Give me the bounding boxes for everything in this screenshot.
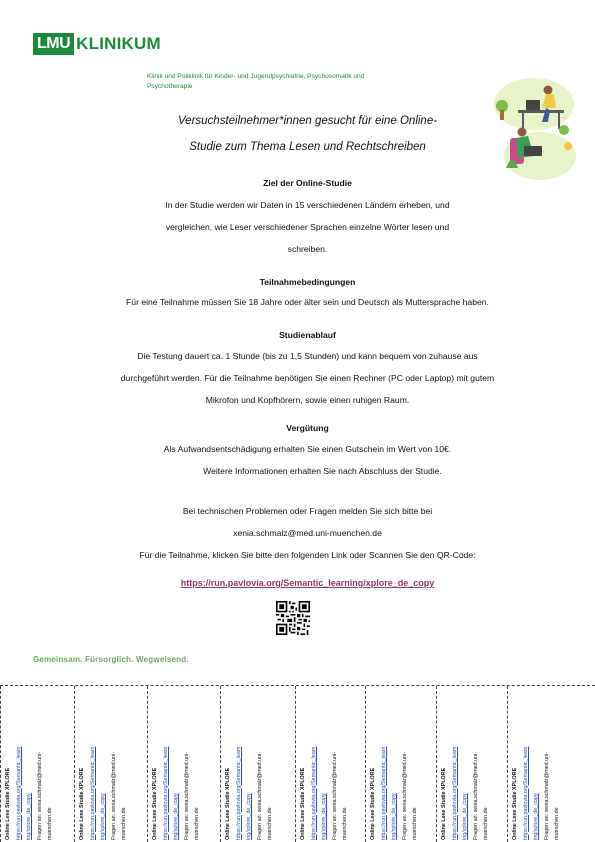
tearoff-link-2: ing/xplore_de_copy xyxy=(173,793,179,840)
tearoff-link-2: ing/xplore_de_copy xyxy=(533,793,539,840)
tearoff-strip[interactable] xyxy=(507,686,578,842)
verguetung-line-2: Weitere Informationen erhalten Sie nach Abschluss der Studie. xyxy=(203,466,442,476)
tearoff-strip[interactable] xyxy=(74,686,145,842)
tearoff-link-2: ing/xplore_de_copy xyxy=(391,793,397,840)
clinic-line-1: Klinik und Poliklinik für Kinder- und Jugendpsychiatrie, Psychosomatik und xyxy=(147,73,365,80)
slogan: Gemeinsam. Fürsorglich. Wegweisend. xyxy=(33,655,189,664)
tearoff-contact-2: muenchen.de xyxy=(342,807,348,840)
tearoff-contact-1: Fragen an: xenia.schmalz@med.uni- xyxy=(256,751,263,840)
title-line-1: Versuchsteilnehmer*innen gesucht für eine Online- xyxy=(177,115,438,127)
tearoff-link-2: ing/xplore_de_copy xyxy=(26,793,32,840)
tearoff-link-2: ing/xplore_de_copy xyxy=(100,793,106,840)
tearoff-strip[interactable] xyxy=(365,686,436,842)
contact-line-1: Bei technischen Problemen oder Fragen melden Sie sich bitte bei xyxy=(182,506,433,516)
tearoff-contact-2: muenchen.de xyxy=(121,807,127,840)
tearoff-strip[interactable] xyxy=(147,686,218,842)
tearoff-title: Online Lese Studie XPLORE xyxy=(79,767,85,840)
qr-code-icon[interactable] xyxy=(276,601,310,635)
contact-email[interactable]: xenia.schmalz@med.uni-muenchen.de xyxy=(233,528,382,538)
lmu-logo xyxy=(33,33,161,55)
clinic-name xyxy=(147,72,417,92)
tearoff-contact-1: Fragen an: xenia.schmalz@med.uni- xyxy=(331,751,338,840)
tearoff-contact-1: Fragen an: xenia.schmalz@med.uni- xyxy=(183,751,190,840)
tearoff-contact-2: muenchen.de xyxy=(267,807,273,840)
tearoff-contact-2: muenchen.de xyxy=(194,807,200,840)
ablauf-line-2: durchgeführt werden. Für die Teilnahme benötigen Sie einen Rechner (PC oder Laptop) mit gutem xyxy=(120,373,495,383)
contact-block xyxy=(40,500,575,566)
verguetung-line-1: Als Aufwandsentschädigung erhalten Sie einen Gutschein im Wert von 10€. xyxy=(163,444,452,454)
tearoff-strip[interactable] xyxy=(436,686,507,842)
tearoff-strip[interactable] xyxy=(295,686,366,842)
tearoff-contact-1: Fragen an: xenia.schmalz@med.uni- xyxy=(472,751,479,840)
tearoff-link-2: ing/xplore_de_copy xyxy=(462,793,468,840)
tearoff-link-1: https://run.pavlovia.org/Semantic_learn xyxy=(89,746,96,840)
tearoff-title: Online Lese Studie XPLORE xyxy=(370,767,376,840)
heading-ablauf: Studienablauf xyxy=(279,330,336,340)
logo-text: KLINIKUM xyxy=(76,34,161,53)
tearoff-contact-2: muenchen.de xyxy=(412,807,418,840)
ziel-line-1: In der Studie werden wir Daten in 15 verschiedenen Ländern erheben, und xyxy=(165,200,450,210)
tearoff-strip[interactable] xyxy=(0,686,71,842)
teilnahme-line-1: Für eine Teilnahme müssen Sie 18 Jahre oder älter sein und Deutsch als Muttersprache haben. xyxy=(126,297,489,307)
ablauf-line-3: Mikrofon und Kopfhörern, sowie einen ruhigen Raum. xyxy=(205,395,410,405)
tearoff-link-1: https://run.pavlovia.org/Semantic_learn xyxy=(235,746,242,840)
heading-teilnahme: Teilnahmebedingungen xyxy=(259,277,356,287)
tearoff-link-2: ing/xplore_de_copy xyxy=(321,793,327,840)
tearoff-title: Online Lese Studie XPLORE xyxy=(225,767,231,840)
tearoff-contact-2: muenchen.de xyxy=(554,807,560,840)
tearoff-title: Online Lese Studie XPLORE xyxy=(5,767,11,840)
study-link-row xyxy=(40,573,575,591)
tearoff-link-1: https://run.pavlovia.org/Semantic_learn xyxy=(162,746,169,840)
tearoff-title: Online Lese Studie XPLORE xyxy=(300,767,306,840)
tearoff-contact-2: muenchen.de xyxy=(483,807,489,840)
clinic-line-2: Psychotherapie xyxy=(147,83,193,90)
tearoff-link-1: https://run.pavlovia.org/Semantic_learn xyxy=(380,746,387,840)
tearoff-contact-1: Fragen an: xenia.schmalz@med.uni- xyxy=(401,751,408,840)
tearoff-link-1: https://run.pavlovia.org/Semantic_learn xyxy=(522,746,529,840)
ziel-line-2: vergleichen, wie Leser verschiedener Sprachen einzelne Wörter lesen und xyxy=(165,222,450,232)
tearoff-contact-1: Fragen an: xenia.schmalz@med.uni- xyxy=(110,751,117,840)
tearoff-strips xyxy=(0,685,595,842)
section-teilnahme-text xyxy=(40,291,575,313)
tearoff-contact-2: muenchen.de xyxy=(47,807,53,840)
logo-mark: LMU xyxy=(33,33,74,55)
tearoff-title: Online Lese Studie XPLORE xyxy=(441,767,447,840)
section-ablauf-text xyxy=(40,345,575,411)
title-line-2: Studie zum Thema Lesen und Rechtschreiben xyxy=(189,141,426,153)
tearoff-link-1: https://run.pavlovia.org/Semantic_learn xyxy=(15,746,22,840)
tearoff-link-1: https://run.pavlovia.org/Semantic_learn xyxy=(451,746,458,840)
tearoff-title: Online Lese Studie XPLORE xyxy=(152,767,158,840)
section-ziel-text xyxy=(40,194,575,260)
heading-verguetung: Vergütung xyxy=(286,423,329,433)
tearoff-title: Online Lese Studie XPLORE xyxy=(512,767,518,840)
section-verguetung-text xyxy=(40,438,575,482)
contact-instruction: Für die Teilnahme, klicken Sie bitte den folgenden Link oder Scannen Sie den QR-Code: xyxy=(139,550,476,560)
tearoff-contact-1: Fragen an: xenia.schmalz@med.uni- xyxy=(36,751,43,840)
tearoff-link-2: ing/xplore_de_copy xyxy=(246,793,252,840)
tearoff-contact-1: Fragen an: xenia.schmalz@med.uni- xyxy=(543,751,550,840)
ziel-line-3: schreiben. xyxy=(287,244,328,254)
title-block xyxy=(40,108,575,160)
tearoff-strip[interactable] xyxy=(220,686,291,842)
ablauf-line-1: Die Testung dauert ca. 1 Stunde (bis zu 1,5 Stunden) und kann bequem von zuhause aus xyxy=(137,351,478,361)
tearoff-link-1: https://run.pavlovia.org/Semantic_learn xyxy=(310,746,317,840)
study-link[interactable]: https://run.pavlovia.org/Semantic_learning/xplore_de_copy xyxy=(180,578,435,588)
heading-ziel: Ziel der Online-Studie xyxy=(263,178,352,188)
